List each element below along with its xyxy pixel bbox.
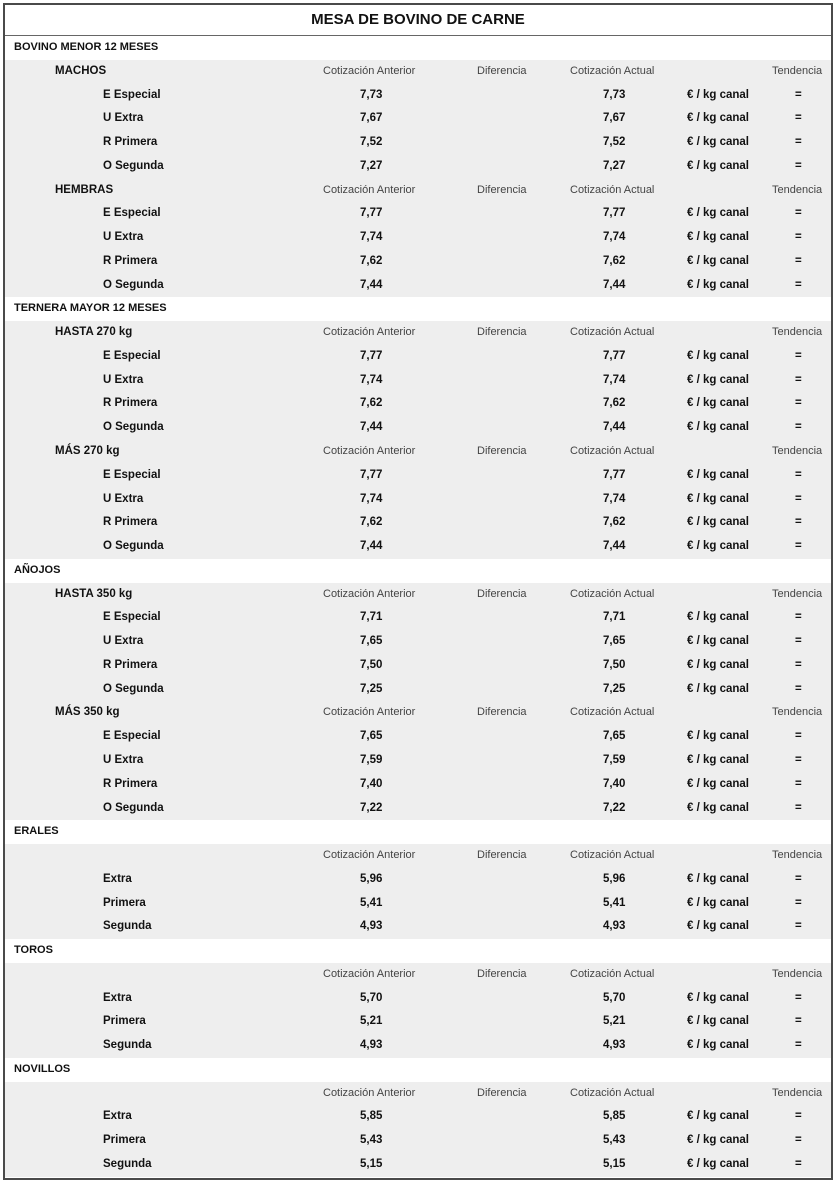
previous-price: 7,74 [360, 231, 383, 244]
header-cotizacion-anterior: Cotización Anterior [323, 64, 416, 77]
table-row [5, 511, 831, 535]
header-tendencia: Tendencia [772, 849, 823, 862]
trend-indicator: = [795, 1157, 802, 1170]
current-price: 7,67 [603, 112, 626, 125]
previous-price: 5,15 [360, 1157, 383, 1170]
trend-indicator: = [795, 753, 802, 766]
table-row [5, 892, 831, 916]
current-price: 7,77 [603, 349, 626, 362]
category-label: E Especial [103, 349, 161, 362]
trend-indicator: = [795, 1015, 802, 1028]
unit-label: € / kg canal [687, 231, 750, 244]
category-label: E Especial [103, 207, 161, 220]
trend-indicator: = [795, 1039, 802, 1052]
table-row [5, 535, 831, 559]
category-label: E Especial [103, 730, 161, 743]
unit-label: € / kg canal [687, 397, 750, 410]
previous-price: 7,62 [360, 397, 383, 410]
header-cotizacion-actual: Cotización Actual [570, 1086, 655, 1099]
table-row [5, 654, 831, 678]
header-cotizacion-anterior: Cotización Anterior [323, 849, 416, 862]
trend-indicator: = [795, 540, 802, 553]
category-label: Segunda [103, 1039, 152, 1052]
category-label: O Segunda [103, 682, 164, 695]
unit-label: € / kg canal [687, 801, 750, 814]
category-label: R Primera [103, 516, 158, 529]
table-row [5, 797, 831, 821]
trend-indicator: = [795, 730, 802, 743]
previous-price: 7,59 [360, 753, 383, 766]
table-row [5, 464, 831, 488]
current-price: 7,22 [603, 801, 626, 814]
table-row [5, 488, 831, 512]
previous-price: 7,27 [360, 159, 383, 172]
category-label: R Primera [103, 777, 158, 790]
previous-price: 5,43 [360, 1134, 383, 1147]
trend-indicator: = [795, 278, 802, 291]
current-price: 5,21 [603, 1015, 626, 1028]
trend-indicator: = [795, 777, 802, 790]
group-title: MÁS 350 kg [55, 706, 120, 719]
unit-label: € / kg canal [687, 1134, 750, 1147]
trend-indicator: = [795, 254, 802, 267]
header-tendencia: Tendencia [772, 587, 823, 600]
group-header-row [5, 701, 831, 725]
section-title: TOROS [14, 944, 53, 957]
header-diferencia: Diferencia [477, 183, 527, 196]
current-price: 7,65 [603, 730, 626, 743]
current-price: 7,25 [603, 682, 626, 695]
current-price: 7,65 [603, 635, 626, 648]
table-row [5, 345, 831, 369]
trend-indicator: = [795, 516, 802, 529]
current-price: 5,41 [603, 896, 626, 909]
header-cotizacion-anterior: Cotización Anterior [323, 326, 416, 339]
table-row [5, 1129, 831, 1153]
header-cotizacion-actual: Cotización Actual [570, 326, 655, 339]
header-cotizacion-actual: Cotización Actual [570, 967, 655, 980]
current-price: 7,77 [603, 468, 626, 481]
previous-price: 4,93 [360, 920, 383, 933]
header-cotizacion-actual: Cotización Actual [570, 64, 655, 77]
current-price: 7,52 [603, 136, 626, 149]
header-tendencia: Tendencia [772, 1086, 823, 1099]
unit-label: € / kg canal [687, 1039, 750, 1052]
table-row [5, 868, 831, 892]
trend-indicator: = [795, 349, 802, 362]
header-tendencia: Tendencia [772, 64, 823, 77]
group-title: HASTA 270 kg [55, 326, 133, 339]
group-header-row [5, 963, 831, 987]
current-price: 7,71 [603, 611, 626, 624]
previous-price: 5,70 [360, 991, 383, 1004]
category-label: Extra [103, 1110, 132, 1123]
current-price: 7,74 [603, 373, 626, 386]
trend-indicator: = [795, 88, 802, 101]
trend-indicator: = [795, 991, 802, 1004]
section-title: AÑOJOS [14, 563, 61, 576]
trend-indicator: = [795, 872, 802, 885]
header-cotizacion-actual: Cotización Actual [570, 849, 655, 862]
unit-label: € / kg canal [687, 468, 750, 481]
previous-price: 7,50 [360, 658, 383, 671]
unit-label: € / kg canal [687, 421, 750, 434]
unit-label: € / kg canal [687, 159, 750, 172]
table-row [5, 915, 831, 939]
table-row [5, 749, 831, 773]
table-row [5, 107, 831, 131]
header-cotizacion-anterior: Cotización Anterior [323, 587, 416, 600]
previous-price: 7,77 [360, 349, 383, 362]
unit-label: € / kg canal [687, 682, 750, 695]
current-price: 7,62 [603, 397, 626, 410]
group-header-row [5, 440, 831, 464]
previous-price: 7,67 [360, 112, 383, 125]
group-header-row [5, 179, 831, 203]
current-price: 7,59 [603, 753, 626, 766]
trend-indicator: = [795, 635, 802, 648]
trend-indicator: = [795, 468, 802, 481]
current-price: 4,93 [603, 920, 626, 933]
header-cotizacion-actual: Cotización Actual [570, 587, 655, 600]
previous-price: 4,93 [360, 1039, 383, 1052]
header-cotizacion-anterior: Cotización Anterior [323, 706, 416, 719]
trend-indicator: = [795, 1110, 802, 1123]
table-row [5, 987, 831, 1011]
current-price: 4,93 [603, 1039, 626, 1052]
previous-price: 5,96 [360, 872, 383, 885]
header-diferencia: Diferencia [477, 64, 527, 77]
unit-label: € / kg canal [687, 1110, 750, 1123]
group-header-row [5, 844, 831, 868]
header-tendencia: Tendencia [772, 326, 823, 339]
current-price: 5,96 [603, 872, 626, 885]
previous-price: 7,74 [360, 373, 383, 386]
unit-label: € / kg canal [687, 920, 750, 933]
current-price: 7,62 [603, 254, 626, 267]
unit-label: € / kg canal [687, 278, 750, 291]
previous-price: 7,40 [360, 777, 383, 790]
table-row [5, 630, 831, 654]
table-row [5, 155, 831, 179]
header-diferencia: Diferencia [477, 849, 527, 862]
group-title: HASTA 350 kg [55, 587, 133, 600]
previous-price: 7,74 [360, 492, 383, 505]
unit-label: € / kg canal [687, 777, 750, 790]
unit-label: € / kg canal [687, 373, 750, 386]
table-row [5, 1153, 831, 1177]
category-label: U Extra [103, 231, 144, 244]
previous-price: 7,25 [360, 682, 383, 695]
unit-label: € / kg canal [687, 349, 750, 362]
category-label: O Segunda [103, 540, 164, 553]
group-title: MÁS 270 kg [55, 445, 120, 458]
page-title: MESA DE BOVINO DE CARNE [5, 5, 831, 36]
category-label: Extra [103, 872, 132, 885]
header-cotizacion-actual: Cotización Actual [570, 445, 655, 458]
current-price: 5,43 [603, 1134, 626, 1147]
category-label: E Especial [103, 468, 161, 481]
current-price: 7,74 [603, 231, 626, 244]
previous-price: 5,41 [360, 896, 383, 909]
previous-price: 7,71 [360, 611, 383, 624]
current-price: 7,44 [603, 421, 626, 434]
table-row [5, 250, 831, 274]
section-title: ERALES [14, 825, 59, 838]
category-label: E Especial [103, 88, 161, 101]
trend-indicator: = [795, 658, 802, 671]
section-row [5, 1058, 831, 1082]
header-tendencia: Tendencia [772, 183, 823, 196]
section-row [5, 939, 831, 963]
table-row [5, 226, 831, 250]
unit-label: € / kg canal [687, 516, 750, 529]
header-diferencia: Diferencia [477, 445, 527, 458]
current-price: 5,70 [603, 991, 626, 1004]
category-label: U Extra [103, 635, 144, 648]
unit-label: € / kg canal [687, 991, 750, 1004]
header-diferencia: Diferencia [477, 587, 527, 600]
trend-indicator: = [795, 492, 802, 505]
trend-indicator: = [795, 611, 802, 624]
table-row [5, 606, 831, 630]
header-cotizacion-actual: Cotización Actual [570, 706, 655, 719]
unit-label: € / kg canal [687, 611, 750, 624]
category-label: R Primera [103, 254, 158, 267]
table-row [5, 416, 831, 440]
table-row [5, 369, 831, 393]
category-label: Extra [103, 991, 132, 1004]
group-header-row [5, 1082, 831, 1106]
previous-price: 7,44 [360, 278, 383, 291]
header-cotizacion-anterior: Cotización Anterior [323, 183, 416, 196]
header-tendencia: Tendencia [772, 967, 823, 980]
unit-label: € / kg canal [687, 658, 750, 671]
category-label: Segunda [103, 920, 152, 933]
previous-price: 7,77 [360, 207, 383, 220]
trend-indicator: = [795, 397, 802, 410]
section-row [5, 559, 831, 583]
unit-label: € / kg canal [687, 540, 750, 553]
trend-indicator: = [795, 896, 802, 909]
category-label: E Especial [103, 611, 161, 624]
header-diferencia: Diferencia [477, 967, 527, 980]
current-price: 7,73 [603, 88, 626, 101]
unit-label: € / kg canal [687, 753, 750, 766]
category-label: R Primera [103, 136, 158, 149]
category-label: Segunda [103, 1157, 152, 1170]
current-price: 5,15 [603, 1157, 626, 1170]
trend-indicator: = [795, 112, 802, 125]
current-price: 7,27 [603, 159, 626, 172]
table-row [5, 392, 831, 416]
group-title: HEMBRAS [55, 183, 114, 196]
header-cotizacion-anterior: Cotización Anterior [323, 445, 416, 458]
header-cotizacion-actual: Cotización Actual [570, 183, 655, 196]
trend-indicator: = [795, 801, 802, 814]
trend-indicator: = [795, 373, 802, 386]
previous-price: 5,21 [360, 1015, 383, 1028]
category-label: U Extra [103, 492, 144, 505]
unit-label: € / kg canal [687, 730, 750, 743]
table-row [5, 131, 831, 155]
current-price: 7,62 [603, 516, 626, 529]
category-label: U Extra [103, 373, 144, 386]
previous-price: 5,85 [360, 1110, 383, 1123]
trend-indicator: = [795, 159, 802, 172]
unit-label: € / kg canal [687, 896, 750, 909]
header-cotizacion-anterior: Cotización Anterior [323, 967, 416, 980]
trend-indicator: = [795, 682, 802, 695]
group-header-row [5, 321, 831, 345]
group-title: MACHOS [55, 64, 107, 77]
category-label: O Segunda [103, 278, 164, 291]
current-price: 7,40 [603, 777, 626, 790]
table-row [5, 678, 831, 702]
unit-label: € / kg canal [687, 635, 750, 648]
previous-price: 7,44 [360, 421, 383, 434]
section-title: TERNERA MAYOR 12 MESES [14, 302, 167, 315]
table-row [5, 773, 831, 797]
unit-label: € / kg canal [687, 492, 750, 505]
current-price: 7,74 [603, 492, 626, 505]
trend-indicator: = [795, 1134, 802, 1147]
current-price: 7,50 [603, 658, 626, 671]
table-row [5, 1105, 831, 1129]
group-header-row [5, 60, 831, 84]
header-tendencia: Tendencia [772, 706, 823, 719]
current-price: 7,44 [603, 540, 626, 553]
section-row [5, 820, 831, 844]
section-row [5, 36, 831, 60]
category-label: O Segunda [103, 159, 164, 172]
trend-indicator: = [795, 136, 802, 149]
unit-label: € / kg canal [687, 254, 750, 267]
unit-label: € / kg canal [687, 1157, 750, 1170]
table-row [5, 84, 831, 108]
current-price: 7,44 [603, 278, 626, 291]
table-row [5, 725, 831, 749]
table-row [5, 1010, 831, 1034]
section-title: BOVINO MENOR 12 MESES [14, 41, 159, 53]
category-label: U Extra [103, 753, 144, 766]
previous-price: 7,52 [360, 136, 383, 149]
unit-label: € / kg canal [687, 88, 750, 101]
category-label: O Segunda [103, 421, 164, 434]
unit-label: € / kg canal [687, 1015, 750, 1028]
section-row [5, 297, 831, 321]
table-row [5, 1034, 831, 1058]
section-title: NOVILLOS [14, 1062, 71, 1075]
category-label: U Extra [103, 112, 144, 125]
category-label: Primera [103, 896, 146, 909]
trend-indicator: = [795, 231, 802, 244]
previous-price: 7,65 [360, 730, 383, 743]
previous-price: 7,65 [360, 635, 383, 648]
header-cotizacion-anterior: Cotización Anterior [323, 1086, 416, 1099]
current-price: 5,85 [603, 1110, 626, 1123]
price-sheet [3, 3, 833, 1180]
table-row [5, 202, 831, 226]
unit-label: € / kg canal [687, 136, 750, 149]
group-header-row [5, 583, 831, 607]
previous-price: 7,77 [360, 468, 383, 481]
unit-label: € / kg canal [687, 872, 750, 885]
unit-label: € / kg canal [687, 112, 750, 125]
price-table [5, 36, 831, 1177]
previous-price: 7,22 [360, 801, 383, 814]
table-row [5, 274, 831, 298]
unit-label: € / kg canal [687, 207, 750, 220]
previous-price: 7,73 [360, 88, 383, 101]
previous-price: 7,44 [360, 540, 383, 553]
category-label: Primera [103, 1134, 146, 1147]
category-label: O Segunda [103, 801, 164, 814]
category-label: R Primera [103, 658, 158, 671]
trend-indicator: = [795, 207, 802, 220]
trend-indicator: = [795, 421, 802, 434]
previous-price: 7,62 [360, 516, 383, 529]
header-diferencia: Diferencia [477, 706, 527, 719]
current-price: 7,77 [603, 207, 626, 220]
previous-price: 7,62 [360, 254, 383, 267]
category-label: R Primera [103, 397, 158, 410]
header-tendencia: Tendencia [772, 445, 823, 458]
category-label: Primera [103, 1015, 146, 1028]
trend-indicator: = [795, 920, 802, 933]
header-diferencia: Diferencia [477, 326, 527, 339]
header-diferencia: Diferencia [477, 1086, 527, 1099]
